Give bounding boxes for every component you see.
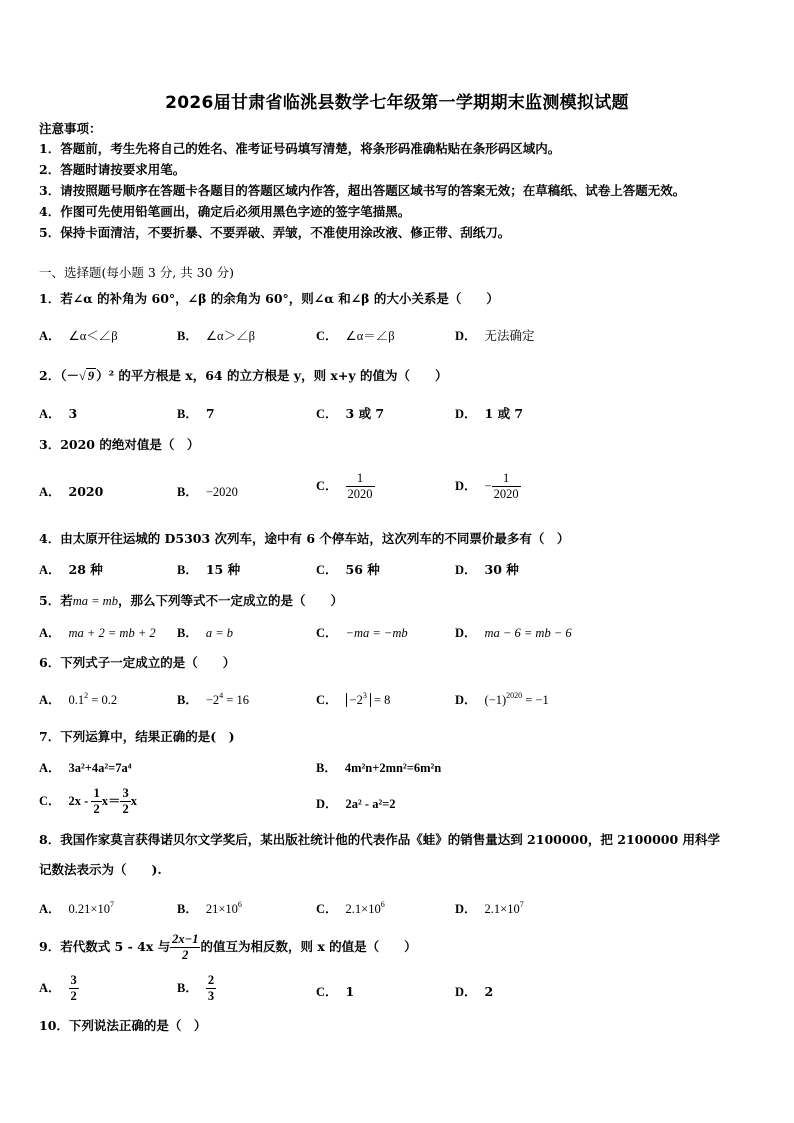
fraction: $\frac{3}{2}$ [70, 973, 77, 1003]
q2-option-d: D． 1 或 7 [455, 406, 524, 421]
q6-option-d: D． $(-1)^{2020} = -1$ [455, 691, 549, 707]
q5-option-c: C． −ma = −mb [316, 626, 408, 640]
option-label: A． [39, 626, 61, 640]
question-3-stem: 3．2020 的绝对值是（ ） [39, 437, 200, 452]
fraction: $\frac{3}{2}$ [122, 786, 129, 816]
option-label: C． [316, 902, 338, 916]
option-label: B． [177, 407, 198, 421]
option-label: D． [455, 902, 477, 916]
q3-option-b: B． −2020 [177, 485, 238, 499]
q2-option-b: B． 7 [177, 406, 215, 421]
fraction: $\frac{1}{2}$ [93, 786, 100, 816]
option-label: A． [39, 329, 61, 343]
q9-option-c: C． 1 [316, 984, 355, 999]
q6-option-c: C． $-2^3 = 8$ [316, 691, 391, 707]
fraction: $\frac{2x-1}{2}$ [172, 932, 199, 962]
q9-option-b [177, 973, 216, 1004]
q2-option-c: C． 3 或 7 [316, 406, 385, 421]
option-label: D． [316, 797, 338, 811]
option-label: A． [39, 761, 61, 775]
notice-item: 5．保持卡面清洁，不要折暴、不要弄破、弄皱，不准使用涂改液、修正带、刮纸刀。 [39, 225, 511, 240]
q8-option-b: B． $21\times 10^6$ [177, 900, 242, 916]
option-label: C． [316, 563, 338, 577]
option-label: A． [39, 902, 61, 916]
fraction: $\frac{1}{2020}$ [493, 471, 519, 501]
option-label: B． [177, 485, 198, 499]
q4-option-c: C． 56 种 [316, 562, 380, 577]
q3-option-c [316, 471, 375, 502]
option-label: D． [455, 479, 477, 493]
option-label: C． [316, 626, 338, 640]
q7-option-d: D． 2a² - a²=2 [316, 797, 396, 811]
q1-option-c: C． ∠α＝∠β [316, 329, 395, 343]
q9-option-d: D． 2 [455, 984, 494, 999]
q6-option-a: A． $0.1^2 = 0.2$ [39, 691, 118, 707]
q9-option-a [39, 973, 79, 1004]
option-label: C． [316, 407, 338, 421]
notice-item: 2．答题时请按要求用笔。 [39, 162, 186, 177]
absolute-value: $-2^3$ [346, 693, 371, 707]
q8-option-d: D． $2.1\times 10^7$ [455, 900, 524, 916]
fraction: $\frac{1}{2020}$ [347, 471, 373, 501]
q5-option-b: B． a = b [177, 626, 234, 640]
question-10-stem: 10．下列说法正确的是（ ） [39, 1018, 207, 1033]
question-6-stem: 6．下列式子一定成立的是（ ） [39, 655, 236, 670]
question-5-stem: 5．若ma = mb，那么下列等式不一定成立的是（ ） [39, 593, 343, 608]
question-9-stem: 9．若代数式 5 - 4x 与 $\frac{2x-1}{2}$ 的值互为相反数，则 x 的值是（ ） [39, 932, 417, 962]
section-heading: 一、选择题(每小题 3 分, 共 30 分) [39, 265, 234, 280]
option-label: B． [177, 902, 198, 916]
option-label: C． [39, 794, 61, 808]
fraction: $\frac{2}{3}$ [207, 973, 215, 1003]
q2-option-a: A． 3 [39, 406, 78, 421]
question-7-stem: 7．下列运算中，结果正确的是( ) [39, 729, 235, 744]
q1-option-d: D． 无法确定 [455, 328, 535, 343]
option-label: D． [455, 626, 477, 640]
option-label: B． [177, 563, 198, 577]
question-8-stem-line2: 记数法表示为（ ). [39, 862, 162, 877]
option-label: B． [177, 329, 198, 343]
option-label: D． [455, 329, 477, 343]
option-label: B． [177, 981, 198, 995]
option-label: C． [316, 693, 338, 707]
option-label: B． [177, 693, 198, 707]
page-title: 2026届甘肃省临洮县数学七年级第一学期期末监测模拟试题 [165, 93, 629, 113]
q3-option-a: A． 2020 [39, 484, 104, 499]
sqrt-expression: √ 9 [78, 369, 95, 383]
notice-heading: 注意事项： [39, 121, 102, 136]
option-label: D． [455, 693, 477, 707]
option-label: D． [455, 563, 477, 577]
q8-option-c: C． $2.1\times 10^6$ [316, 900, 385, 916]
q5-option-d: D． ma − 6 = mb − 6 [455, 626, 572, 640]
notice-item: 3．请按照题号顺序在答题卡各题目的答题区域内作答，超出答题区域书写的答案无效；在草稿纸、试卷上答题无效。 [39, 183, 686, 198]
notice-item: 1．答题前，考生先将自己的姓名、准考证号码填写清楚，将条形码准确粘贴在条形码区域内。 [39, 141, 561, 156]
q7-option-c: C． 2x - $\frac{1}{2}$ x＝ $\frac{3}{2}$ x [39, 786, 137, 816]
notice-item: 4．作图可先使用铅笔画出，确定后必须用黑色字迹的签字笔描黑。 [39, 204, 411, 219]
q1-option-a: A． ∠α＜∠β [39, 329, 118, 343]
q4-option-d: D． 30 种 [455, 562, 519, 577]
option-label: D． [455, 407, 477, 421]
q5-option-a: A． ma + 2 = mb + 2 [39, 626, 156, 640]
q1-option-b: B． ∠α＞∠β [177, 329, 255, 343]
option-label: A． [39, 693, 61, 707]
option-label: B． [316, 761, 337, 775]
option-label: B． [177, 626, 198, 640]
q4-option-a: A． 28 种 [39, 562, 103, 577]
q4-option-b: B． 15 种 [177, 562, 241, 577]
option-label: A． [39, 485, 61, 499]
q7-option-a: A． 3a²+4a²=7a⁴ [39, 761, 132, 775]
option-label: A． [39, 981, 61, 995]
q8-option-a: A． $0.21\times 10^7$ [39, 900, 114, 916]
option-label: C． [316, 329, 338, 343]
q6-option-b: B． $-2^4 = 16$ [177, 691, 249, 707]
question-2-stem: 2．（－√ 9 ）² 的平方根是 x，64 的立方根是 y，则 x+y 的值为（ ） [39, 368, 448, 383]
option-label: C． [316, 985, 338, 999]
q3-option-d: D． − $\frac{1}{2020}$ [455, 471, 519, 501]
question-8-stem-line1: 8．我国作家莫言获得诺贝尔文学奖后，某出版社统计他的代表作品《蛙》的销售量达到 2100000，把 2100000 用科学 [39, 832, 721, 847]
question-1-stem: 1．若∠α 的补角为 60°，∠β 的余角为 60°，则∠α 和∠β 的大小关系是（ ） [39, 291, 499, 306]
option-label: A． [39, 407, 61, 421]
option-label: D． [455, 985, 477, 999]
question-4-stem: 4．由太原开往运城的 D5303 次列车，途中有 6 个停车站，这次列车的不同票价最多有（ ） [39, 531, 570, 546]
option-label: A． [39, 563, 61, 577]
option-label: C． [316, 479, 338, 493]
q7-option-b: B． 4m²n+2mn²=6m²n [316, 761, 442, 775]
